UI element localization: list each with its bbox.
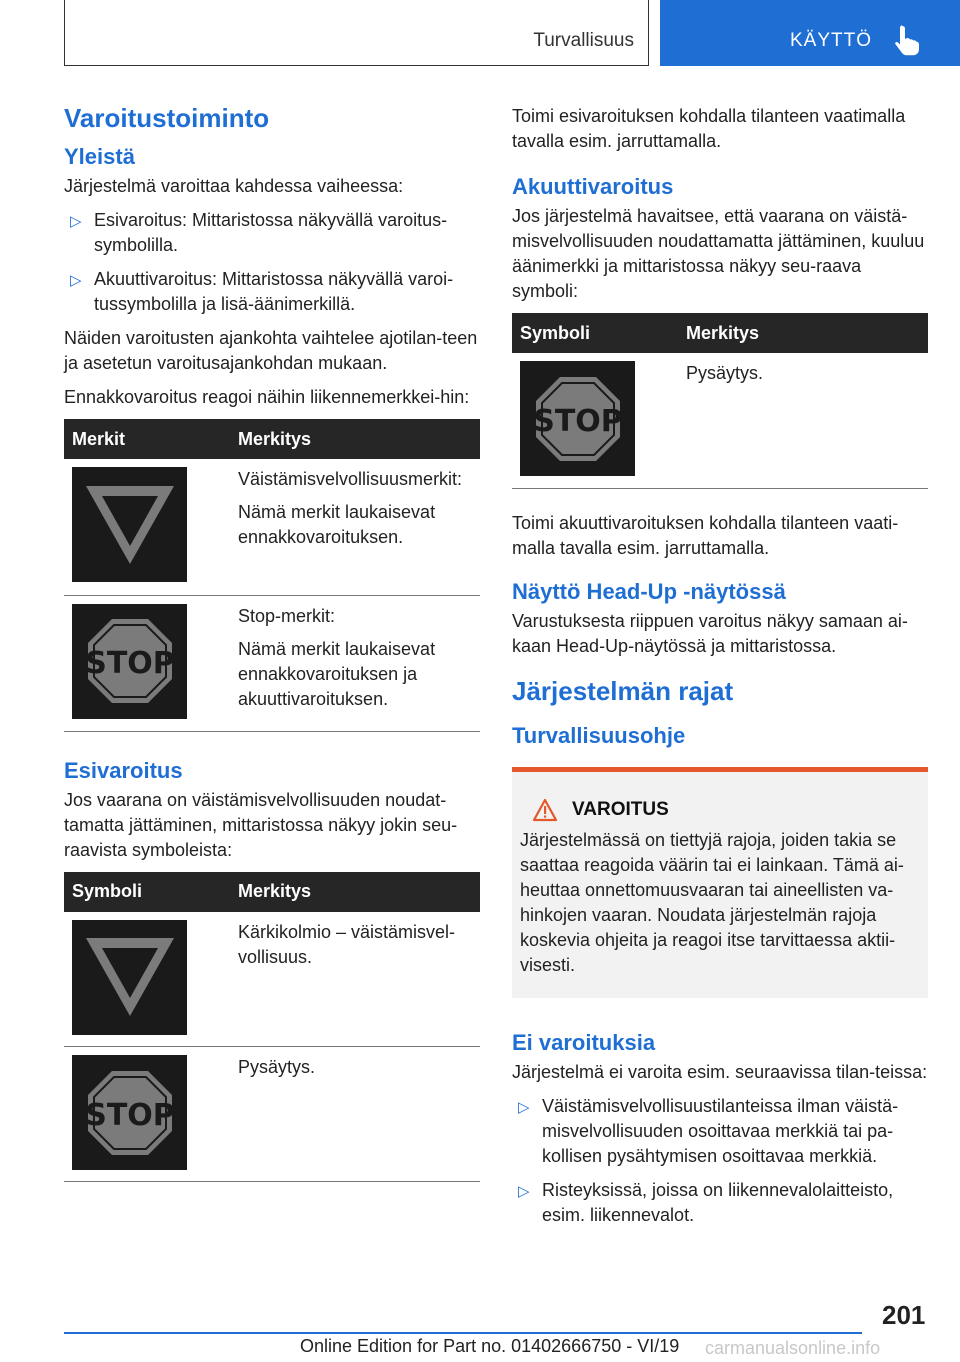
stop-sign-image [520,361,635,476]
footer-watermark: carmanualsonline.info [705,1338,881,1358]
bullet-triangle-icon: ▷ [70,272,82,289]
list-item: ▷ Esivaroitus: Mittaristossa näkyvällä varoitus-symbolilla. [70,210,448,255]
intro-text: Järjestelmä varoittaa kahdessa vaiheessa: [64,176,404,196]
paragraph: Järjestelmä ei varoita esim. seuraavissa tilan-teissa: [512,1061,928,1082]
table-cell-title: Stop-merkit: [238,605,336,626]
yield-sign-image [72,467,187,582]
list-item: ▷ Väistämisvelvollisuustilanteissa ilman väistä-misvelvollisuuden osoittavaa merkkiä tai pa-kollisen pysähtymisen osoittavaa merkkiä. [518,1095,899,1166]
table-cell-text: Nämä merkit laukaisevat ennakkovaroituksen. [238,502,436,547]
table-header-row [64,419,480,459]
heading-no-warnings: Ei varoituksia [512,1029,656,1055]
warning-text: Järjestelmässä on tiettyjä rajoja, joiden takia se saattaa reagoida väärin tai ei lainkaan. Tämä ai-heuttaa onnettomuusvaaran tai aineellisten va-hinkojen vaaran. Noudata järjestelmän rajoja koskevia ohjeita ja reagoi itse tarvittaessa aktii-visesti. [520,829,904,975]
right-column [512,104,928,1237]
stop-sign-image [72,1055,187,1170]
table-header-cell: Merkitys [230,419,480,459]
stop-octagon-icon [533,374,623,464]
stop-octagon-icon [85,616,175,706]
paragraph: Varustuksesta riippuen varoitus näkyy samaan ai-kaan Head-Up-näytössä ja mittaristossa. [512,610,908,656]
yield-triangle-icon [82,482,178,568]
table-cell-text: Kärkikolmio – väistämisvel-vollisuus. [238,921,456,967]
yield-sign-image [72,920,187,1035]
table-header-row [512,313,928,353]
table-header-cell: Symboli [512,313,678,353]
left-column [64,98,480,1182]
table-row [512,353,928,488]
table-header-row [64,872,480,912]
table-cell-text: Pysäytys. [238,1057,316,1077]
stage-list [64,208,480,317]
footer-divider [64,1332,862,1334]
table-cell-text: Nämä merkit laukaisevat ennakkovaroituksen ja akuuttivaroituksen. [238,638,436,709]
header-section-title: Turvallisuus [533,30,634,51]
section-title: Varoitustoiminto [64,103,270,133]
header-section-box [64,0,649,66]
bullet-triangle-icon: ▷ [518,1098,530,1116]
heading-hud: Näyttö Head-Up -näytössä [512,578,786,604]
warning-title: VAROITUS [520,798,920,822]
list-item: ▷ Akuuttivaroitus: Mittaristossa näkyvällä varoi-tussymbolilla ja lisä-äänimerkillä. [70,269,454,314]
heading-prewarning: Esivaroitus [64,757,183,783]
table-row [64,459,480,595]
signs-table [64,419,480,732]
heading-acute: Akuuttivaroitus [512,174,674,199]
table-cell-title: Väistämisvelvollisuusmerkit: [238,469,463,489]
paragraph: Näiden varoitusten ajankohta vaihtelee ajotilan-teen ja asetetun varoitusajankohdan mukaan. [64,328,478,373]
svg-text:STOP: STOP [532,403,623,439]
paragraph: Jos vaarana on väistämisvelvollisuuden noudat-tamatta jättäminen, mittaristossa näkyy jokin seu-raavista symboleista: [64,789,458,860]
header-chapter-title: KÄYTTÖ [790,30,873,51]
table-row [64,1047,480,1182]
paragraph: Jos järjestelmä havaitsee, että vaarana on väistä-misvelvollisuuden noudattamatta jättäminen, kuuluu äänimerkki ja mittaristossa näkyy seu-raava symboli: [512,206,925,301]
no-warning-list [512,1094,928,1228]
table-cell-text: Pysäytys. [686,363,764,383]
table-header-cell: Merkit [64,419,230,459]
symbols-table [64,872,480,1183]
table-header-cell: Merkitys [678,313,928,353]
svg-text:STOP: STOP [84,646,175,681]
page-number: 201 [882,1300,926,1330]
heading-safety: Turvallisuusohje [512,722,686,748]
table-header-cell: Symboli [64,872,230,912]
hand-pointer-icon [893,24,923,56]
svg-text:STOP: STOP [84,1097,175,1133]
stop-octagon-icon [85,1068,175,1158]
bullet-triangle-icon: ▷ [70,213,82,230]
bullet-triangle-icon: ▷ [518,1182,530,1200]
footer-edition: Online Edition for Part no. 01402666750 - VI/19 [300,1336,680,1356]
table-row [64,595,480,731]
table-row [64,912,480,1047]
paragraph: Toimi akuuttivaroituksen kohdalla tilanteen vaati-malla tavalla esim. jarruttamalla. [512,512,899,558]
stop-sign-image [72,604,187,719]
paragraph: Toimi esivaroituksen kohdalla tilanteen vaatimalla tavalla esim. jarruttamalla. [512,106,906,151]
table-header-cell: Merkitys [230,872,480,912]
list-item: ▷ Risteyksissä, joissa on liikennevalolaitteisto, esim. liikennevalot. [518,1179,894,1225]
warning-triangle-icon [532,798,558,822]
heading-general: Yleistä [64,144,135,169]
limits-title: Järjestelmän rajat [512,675,734,706]
yield-triangle-icon [82,934,178,1020]
acute-symbol-table [512,313,928,489]
paragraph: Ennakkovaroitus reagoi näihin liikennemerkkei-hin: [64,387,470,407]
warning-box [512,767,928,998]
